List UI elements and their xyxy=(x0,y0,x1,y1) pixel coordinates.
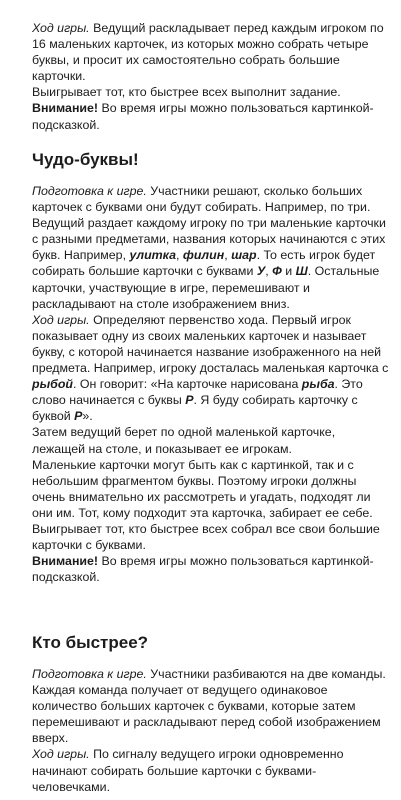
move-paragraph xyxy=(32,746,390,794)
attention-text: Во время игры можно пользоваться картинкой-подсказкой. xyxy=(32,554,374,585)
move-text: . Он говорит: «На карточке нарисована xyxy=(72,377,302,392)
move-text: По сигналу ведущего игроки одновременно начинают собирать большие карточки с буквами-человечками. xyxy=(32,747,344,794)
move-label: Ход игры. xyxy=(32,21,90,35)
punct: , xyxy=(175,248,180,263)
prep-text: Участники решают, сколько больших карточек с буквами они будут собирать. Например, по три. Ведущий раздает каждому игроку по три маленькие карточки с разными предметами, названия которых начинаются с этих букв. Например, xyxy=(32,184,386,263)
prep-label: Подготовка к игре. xyxy=(32,667,147,681)
attention-label: Внимание! xyxy=(32,554,99,569)
intro-move-paragraph xyxy=(32,20,390,84)
intro-section xyxy=(32,20,390,133)
prep-text: Участники разбиваются на две команды. Каждая команда получает от ведущего одинаковое количество больших карточек с буквами, которые затем перемешивают и раскладывают перед собой изображением вверх. xyxy=(32,667,386,746)
prep-paragraph xyxy=(32,183,390,312)
move-text: Ведущий раскладывает перед каждым игроком по 16 маленьких карточек, из которых можно собрать четыре буквы, и просит их самостоятельно собрать большие карточки. xyxy=(32,21,384,84)
word-filin: филин xyxy=(182,248,225,263)
move-paragraph xyxy=(32,312,390,425)
chudo-bukvy-section xyxy=(32,183,390,585)
move-text: Определяют первенство хода. Первый игрок показывает одну из своих маленьких карточек и называет букву, с которой начинается название изображенного на ней предмета. Например, игроку досталась маленькая карточка с xyxy=(32,312,389,376)
letter-sh: Ш xyxy=(295,264,308,279)
prep-paragraph xyxy=(32,666,390,746)
prep-text: . Остальные карточки, участвующие в игре, перемешивают и раскладывают на столе изображением вниз. xyxy=(32,264,380,311)
show-card-paragraph: Затем ведущий берет по одной маленькой карточке, лежащей на столе, и показывает ее игрокам. xyxy=(32,425,336,456)
conjunction: и xyxy=(281,264,296,279)
punct: , xyxy=(224,248,232,263)
word-ryba: рыба xyxy=(301,377,335,392)
attention-paragraph xyxy=(32,553,390,585)
section-heading-kto-bystree: Кто быстрее? xyxy=(32,633,149,652)
word-ulitka: улитка xyxy=(129,248,176,263)
move-text: ». xyxy=(82,409,93,424)
word-shar: шар xyxy=(231,248,257,263)
letter-r: Р xyxy=(74,409,83,424)
letter-u: У xyxy=(256,264,266,279)
winner-paragraph: Выигрывает тот, кто быстрее всех собрал все свои большие карточки с буквами. xyxy=(32,521,380,553)
kto-bystree-section xyxy=(32,666,390,795)
small-cards-paragraph: Маленькие карточки могут быть как с картинкой, так и с небольшим фрагментом буквы. Поэтому игроки должны очень внимательно их рассмотреть и угадать, подходят ли они им. Тот, кому подходит эта карточка, забирает ее себе. xyxy=(32,457,373,520)
letter-f: Ф xyxy=(272,264,282,279)
section-heading-chudo-bukvy: Чудо-буквы! xyxy=(32,150,139,169)
word-ryboy: рыбой xyxy=(32,377,73,392)
intro-attention-paragraph xyxy=(32,100,390,132)
attention-text: Во время игры можно пользоваться картинкой-подсказкой. xyxy=(32,101,374,132)
move-text: . Я буду собирать карточку с буквой xyxy=(32,393,358,424)
move-label: Ход игры. xyxy=(32,312,90,327)
move-text: . Это слово начинается с буквы xyxy=(32,377,363,408)
prep-text: . То есть игрок будет собирать большие карточки с буквами xyxy=(32,248,376,279)
intro-winner-paragraph: Выигрывает тот, кто быстрее всех выполнит задание. xyxy=(32,85,341,100)
attention-label: Внимание! xyxy=(32,101,99,116)
move-label: Ход игры. xyxy=(32,747,90,762)
punct: , xyxy=(265,264,273,279)
letter-r: Р xyxy=(185,393,194,408)
prep-label: Подготовка к игре. xyxy=(32,184,147,198)
